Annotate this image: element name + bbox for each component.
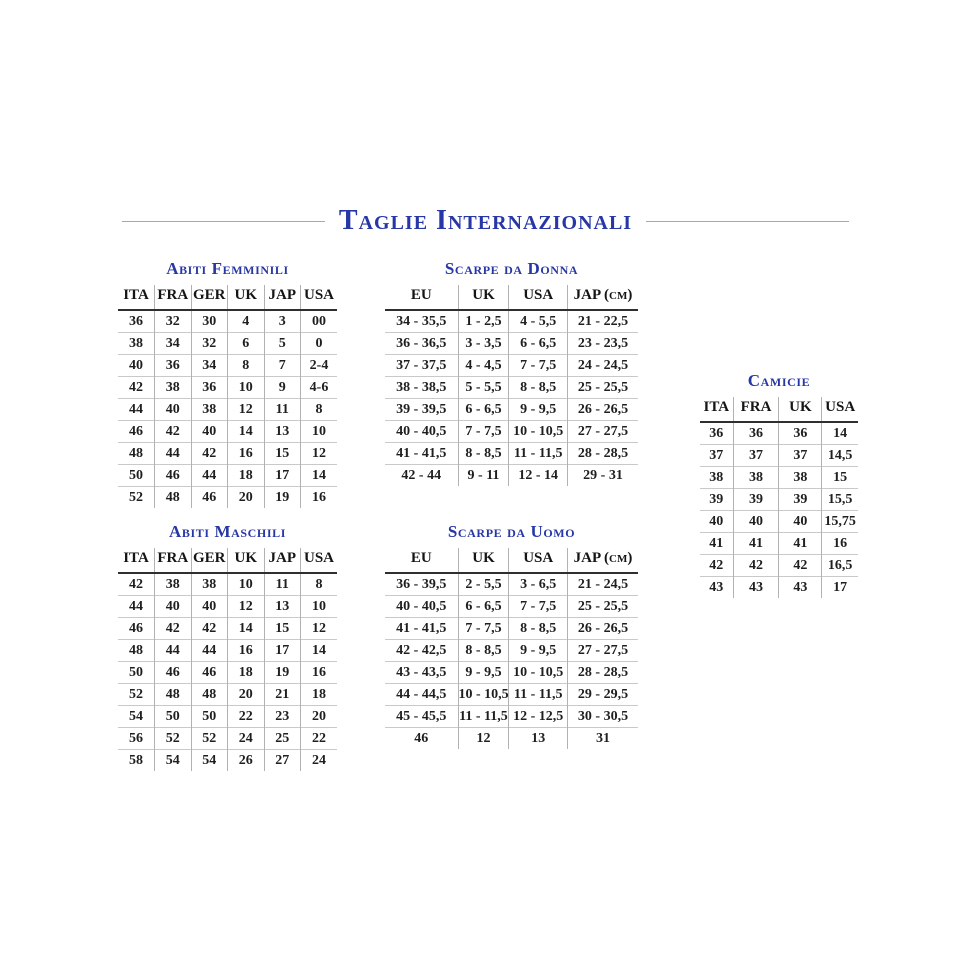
size-cell: 36 bbox=[129, 314, 143, 329]
size-cell: 13 bbox=[264, 421, 301, 443]
size-cell: 16 bbox=[228, 443, 265, 465]
column-header: UK bbox=[458, 548, 509, 573]
size-cell: 42 bbox=[733, 555, 779, 577]
size-cell: 15 bbox=[264, 443, 301, 465]
size-cell: 6 - 6,5 bbox=[458, 596, 509, 618]
size-cell: 11 - 11,5 bbox=[509, 443, 568, 465]
size-cell: 27 bbox=[264, 750, 301, 772]
table-row bbox=[385, 662, 638, 684]
size-cell: 50 bbox=[191, 706, 228, 728]
size-cell: 52 bbox=[118, 684, 155, 706]
table-row bbox=[385, 355, 638, 377]
size-cell: 43 bbox=[700, 577, 733, 599]
size-cell: 14 bbox=[301, 640, 338, 662]
size-cell: 27 - 27,5 bbox=[567, 421, 638, 443]
size-cell: 48 bbox=[191, 684, 228, 706]
size-cell: 48 bbox=[155, 684, 192, 706]
table-row bbox=[700, 489, 858, 511]
column-header: EU bbox=[385, 548, 458, 573]
size-cell: 4 bbox=[228, 310, 265, 333]
size-cell: 16 bbox=[228, 640, 265, 662]
scarpe-da-uomo-table bbox=[385, 548, 638, 749]
size-cell: 18 bbox=[301, 684, 338, 706]
size-cell: 15 bbox=[822, 467, 858, 489]
size-cell: 42 bbox=[155, 618, 192, 640]
size-cell: 42 - 42,5 bbox=[385, 640, 458, 662]
size-cell: 8 bbox=[301, 399, 338, 421]
header-row bbox=[385, 285, 638, 310]
size-cell: 38 bbox=[779, 467, 822, 489]
section-scarpe-da-donna bbox=[385, 259, 638, 486]
size-cell: 11 bbox=[264, 573, 301, 596]
size-cell: 44 bbox=[118, 596, 155, 618]
size-cell: 58 bbox=[118, 750, 155, 772]
size-cell: 11 - 11,5 bbox=[458, 706, 509, 728]
column-header: ITA bbox=[118, 548, 155, 573]
size-cell: 14 bbox=[301, 465, 338, 487]
table-row bbox=[385, 618, 638, 640]
section-title-scarpe-da-donna: Scarpe da Donna bbox=[444, 259, 579, 278]
size-cell: 36 bbox=[191, 377, 228, 399]
size-cell: 12 - 12,5 bbox=[509, 706, 568, 728]
column-header: USA bbox=[509, 285, 568, 310]
header-row bbox=[118, 285, 337, 310]
section-title-scarpe-da-uomo: Scarpe da Uomo bbox=[447, 522, 576, 541]
column-header: ITA bbox=[700, 397, 733, 422]
size-cell: 8 - 8,5 bbox=[458, 443, 509, 465]
size-cell: 23 - 23,5 bbox=[567, 333, 638, 355]
size-cell: 17 bbox=[264, 465, 301, 487]
column-header: FRA bbox=[733, 397, 779, 422]
table-row bbox=[385, 399, 638, 421]
size-cell: 16 bbox=[822, 533, 858, 555]
abiti-maschili-table bbox=[118, 548, 337, 771]
size-cell: 43 bbox=[733, 577, 779, 599]
size-cell: 34 bbox=[155, 333, 192, 355]
table-row bbox=[385, 443, 638, 465]
size-cell: 25 - 25,5 bbox=[567, 596, 638, 618]
size-cell: 14 bbox=[228, 618, 265, 640]
size-cell: 26 bbox=[228, 750, 265, 772]
size-cell: 52 bbox=[155, 728, 192, 750]
size-cell: 50 bbox=[118, 662, 155, 684]
page-title: Taglie Internazionali bbox=[338, 205, 633, 236]
table-row bbox=[118, 640, 337, 662]
table-row bbox=[700, 577, 858, 599]
size-cell: 13 bbox=[509, 728, 568, 750]
size-cell: 39 - 39,5 bbox=[385, 399, 458, 421]
size-cell: 15,75 bbox=[822, 511, 858, 533]
size-cell: 43 bbox=[779, 577, 822, 599]
size-cell: 16,5 bbox=[822, 555, 858, 577]
size-cell: 5 bbox=[264, 333, 301, 355]
size-cell: 44 bbox=[191, 640, 228, 662]
title-rule-right bbox=[646, 221, 849, 222]
size-cell: 22 bbox=[301, 728, 338, 750]
table-row bbox=[118, 750, 337, 772]
size-cell: 21 - 22,5 bbox=[567, 310, 638, 333]
size-cell: 11 - 11,5 bbox=[509, 684, 568, 706]
table-row bbox=[118, 684, 337, 706]
size-cell: 42 bbox=[129, 577, 143, 592]
size-cell: 12 bbox=[228, 596, 265, 618]
size-cell: 8 bbox=[301, 573, 338, 596]
size-cell: 26 - 26,5 bbox=[567, 618, 638, 640]
size-cell: 42 bbox=[700, 555, 733, 577]
size-cell: 46 bbox=[155, 662, 192, 684]
size-cell: 19 bbox=[264, 487, 301, 509]
size-cell: 14 bbox=[228, 421, 265, 443]
size-cell: 38 bbox=[191, 573, 228, 596]
size-cell: 9 - 9,5 bbox=[458, 662, 509, 684]
table-row bbox=[118, 706, 337, 728]
size-cell: 41 bbox=[733, 533, 779, 555]
section-title-camicie: Camicie bbox=[747, 371, 811, 390]
size-cell: 28 - 28,5 bbox=[567, 662, 638, 684]
column-header: USA bbox=[301, 548, 338, 573]
size-cell: 7 - 7,5 bbox=[509, 355, 568, 377]
size-cell: 9 - 9,5 bbox=[509, 399, 568, 421]
table-row bbox=[118, 487, 337, 509]
size-cell: 20 bbox=[301, 706, 338, 728]
size-cell: 3 - 3,5 bbox=[458, 333, 509, 355]
size-cell: 23 bbox=[264, 706, 301, 728]
size-cell: 10 bbox=[301, 421, 338, 443]
size-cell: 43 - 43,5 bbox=[385, 662, 458, 684]
title-rule-left bbox=[122, 221, 325, 222]
table-row bbox=[118, 662, 337, 684]
size-cell: 9 bbox=[264, 377, 301, 399]
table-row bbox=[700, 555, 858, 577]
size-cell: 22 bbox=[228, 706, 265, 728]
size-cell: 9 - 9,5 bbox=[509, 640, 568, 662]
size-cell: 3 bbox=[264, 310, 301, 333]
size-cell: 56 bbox=[118, 728, 155, 750]
column-header: JAP (cm) bbox=[567, 548, 638, 573]
size-cell: 42 bbox=[118, 377, 155, 399]
size-cell: 32 bbox=[191, 333, 228, 355]
page-header bbox=[122, 205, 849, 237]
size-cell: 44 bbox=[155, 443, 192, 465]
table-row bbox=[118, 310, 337, 333]
size-cell: 8 - 8,5 bbox=[509, 618, 568, 640]
size-cell: 44 bbox=[118, 399, 155, 421]
size-cell: 20 bbox=[228, 487, 265, 509]
size-cell: 2 - 5,5 bbox=[458, 573, 509, 596]
size-cell: 14 bbox=[822, 422, 858, 445]
size-cell: 10 bbox=[301, 596, 338, 618]
table-row bbox=[385, 640, 638, 662]
size-cell: 7 - 7,5 bbox=[509, 596, 568, 618]
size-cell: 38 bbox=[733, 467, 779, 489]
section-camicie bbox=[700, 371, 858, 598]
size-cell: 41 bbox=[700, 533, 733, 555]
column-header: USA bbox=[301, 285, 338, 310]
size-cell: 18 bbox=[228, 662, 265, 684]
size-cell: 46 bbox=[191, 487, 228, 509]
size-cell: 24 - 24,5 bbox=[567, 355, 638, 377]
column-header: UK bbox=[228, 285, 265, 310]
size-cell: 52 bbox=[191, 728, 228, 750]
size-cell: 7 bbox=[264, 355, 301, 377]
size-cell: 48 bbox=[118, 443, 155, 465]
table-row bbox=[118, 573, 337, 596]
size-cell: 29 - 31 bbox=[567, 465, 638, 487]
size-cell: 34 bbox=[191, 355, 228, 377]
size-cell: 37 bbox=[700, 445, 733, 467]
size-cell: 39 bbox=[779, 489, 822, 511]
size-cell: 21 bbox=[264, 684, 301, 706]
column-header: ITA bbox=[118, 285, 155, 310]
size-cell: 40 - 40,5 bbox=[385, 421, 458, 443]
table-row bbox=[118, 728, 337, 750]
column-header: JAP (cm) bbox=[567, 285, 638, 310]
size-cell: 48 bbox=[155, 487, 192, 509]
header-row bbox=[700, 397, 858, 422]
size-cell: 10 bbox=[228, 377, 265, 399]
size-cell: 38 bbox=[155, 573, 192, 596]
size-cell: 10 - 10,5 bbox=[458, 684, 509, 706]
size-cell: 46 bbox=[155, 465, 192, 487]
size-cell: 46 bbox=[118, 421, 155, 443]
size-cell: 36 bbox=[733, 422, 779, 445]
size-cell: 41 bbox=[779, 533, 822, 555]
size-cell: 12 bbox=[228, 399, 265, 421]
size-cell: 12 bbox=[458, 728, 509, 750]
size-cell: 10 - 10,5 bbox=[509, 662, 568, 684]
column-header: USA bbox=[822, 397, 858, 422]
size-cell: 6 bbox=[228, 333, 265, 355]
size-cell: 36 bbox=[779, 422, 822, 445]
size-cell: 5 - 5,5 bbox=[458, 377, 509, 399]
size-cell: 40 - 40,5 bbox=[385, 596, 458, 618]
size-cell: 42 bbox=[155, 421, 192, 443]
section-abiti-femminili bbox=[118, 259, 337, 508]
size-cell: 18 bbox=[228, 465, 265, 487]
table-row bbox=[118, 333, 337, 355]
size-cell: 1 - 2,5 bbox=[458, 310, 509, 333]
table-row bbox=[118, 377, 337, 399]
size-cell: 30 bbox=[191, 310, 228, 333]
table-row bbox=[118, 596, 337, 618]
table-row bbox=[385, 728, 638, 750]
size-cell: 44 bbox=[191, 465, 228, 487]
size-cell: 12 bbox=[301, 443, 338, 465]
size-cell: 40 bbox=[191, 596, 228, 618]
section-title-abiti-maschili: Abiti Maschili bbox=[168, 522, 286, 541]
size-cell: 40 bbox=[779, 511, 822, 533]
size-cell: 4-6 bbox=[301, 377, 338, 399]
abiti-femminili-table bbox=[118, 285, 337, 508]
size-cell: 38 bbox=[700, 467, 733, 489]
size-cell: 4 - 4,5 bbox=[458, 355, 509, 377]
size-cell: 8 bbox=[228, 355, 265, 377]
size-cell: 12 bbox=[301, 618, 338, 640]
size-cell: 40 bbox=[155, 399, 192, 421]
size-cell: 38 - 38,5 bbox=[385, 377, 458, 399]
header-row bbox=[385, 548, 638, 573]
size-cell: 00 bbox=[301, 310, 338, 333]
size-cell: 12 - 14 bbox=[509, 465, 568, 487]
size-cell: 40 bbox=[191, 421, 228, 443]
table-row bbox=[385, 310, 638, 333]
size-cell: 8 - 8,5 bbox=[458, 640, 509, 662]
size-cell: 37 - 37,5 bbox=[385, 355, 458, 377]
size-cell: 52 bbox=[118, 487, 155, 509]
size-cell: 46 bbox=[385, 728, 458, 750]
column-header: JAP bbox=[264, 285, 301, 310]
size-cell: 29 - 29,5 bbox=[567, 684, 638, 706]
size-cell: 54 bbox=[155, 750, 192, 772]
column-header: GER bbox=[191, 548, 228, 573]
size-cell: 0 bbox=[301, 333, 338, 355]
table-row bbox=[385, 706, 638, 728]
table-row bbox=[385, 377, 638, 399]
size-cell: 3 - 6,5 bbox=[509, 573, 568, 596]
size-cell: 28 - 28,5 bbox=[567, 443, 638, 465]
size-cell: 10 bbox=[228, 573, 265, 596]
section-scarpe-da-uomo bbox=[385, 522, 638, 749]
table-row bbox=[700, 445, 858, 467]
size-cell: 34 - 35,5 bbox=[396, 314, 447, 329]
size-cell: 21 - 24,5 bbox=[567, 573, 638, 596]
size-cell: 54 bbox=[191, 750, 228, 772]
size-cell: 9 - 11 bbox=[458, 465, 509, 487]
table-row bbox=[385, 684, 638, 706]
column-header: FRA bbox=[155, 285, 192, 310]
size-cell: 44 - 44,5 bbox=[385, 684, 458, 706]
size-cell: 45 - 45,5 bbox=[385, 706, 458, 728]
size-cell: 42 bbox=[779, 555, 822, 577]
size-cell: 11 bbox=[264, 399, 301, 421]
size-cell: 36 - 39,5 bbox=[396, 577, 447, 592]
size-cell: 39 bbox=[700, 489, 733, 511]
size-cell: 7 - 7,5 bbox=[458, 421, 509, 443]
table-row bbox=[700, 533, 858, 555]
size-cell: 6 - 6,5 bbox=[509, 333, 568, 355]
table-row bbox=[700, 511, 858, 533]
size-cell: 20 bbox=[228, 684, 265, 706]
size-cell: 54 bbox=[118, 706, 155, 728]
size-cell: 38 bbox=[118, 333, 155, 355]
size-cell: 32 bbox=[155, 310, 192, 333]
table-row bbox=[385, 573, 638, 596]
size-cell: 8 - 8,5 bbox=[509, 377, 568, 399]
size-cell: 46 bbox=[118, 618, 155, 640]
size-cell: 36 bbox=[709, 426, 724, 441]
table-row bbox=[385, 465, 638, 487]
size-cell: 50 bbox=[155, 706, 192, 728]
camicie-table bbox=[700, 397, 858, 598]
table-row bbox=[700, 467, 858, 489]
section-title-abiti-femminili: Abiti Femminili bbox=[166, 259, 289, 278]
scarpe-da-donna-table bbox=[385, 285, 638, 486]
size-cell: 40 bbox=[155, 596, 192, 618]
column-header: USA bbox=[509, 548, 568, 573]
column-header: FRA bbox=[155, 548, 192, 573]
header-row bbox=[118, 548, 337, 573]
size-cell: 41 - 41,5 bbox=[385, 443, 458, 465]
table-row bbox=[118, 618, 337, 640]
size-cell: 40 bbox=[733, 511, 779, 533]
column-header: GER bbox=[191, 285, 228, 310]
size-cell: 37 bbox=[733, 445, 779, 467]
section-abiti-maschili bbox=[118, 522, 337, 771]
size-cell: 27 - 27,5 bbox=[567, 640, 638, 662]
table-row bbox=[385, 421, 638, 443]
size-cell: 31 bbox=[567, 728, 638, 750]
column-header: UK bbox=[228, 548, 265, 573]
size-cell: 41 - 41,5 bbox=[385, 618, 458, 640]
table-row bbox=[385, 333, 638, 355]
size-cell: 10 - 10,5 bbox=[509, 421, 568, 443]
size-cell: 7 - 7,5 bbox=[458, 618, 509, 640]
size-cell: 40 bbox=[700, 511, 733, 533]
size-cell: 36 - 36,5 bbox=[385, 333, 458, 355]
table-row bbox=[118, 355, 337, 377]
size-cell: 13 bbox=[264, 596, 301, 618]
size-cell: 19 bbox=[264, 662, 301, 684]
size-cell: 42 bbox=[191, 618, 228, 640]
column-header: JAP bbox=[264, 548, 301, 573]
size-cell: 48 bbox=[118, 640, 155, 662]
size-cell: 30 - 30,5 bbox=[567, 706, 638, 728]
table-row bbox=[385, 596, 638, 618]
size-cell: 16 bbox=[301, 662, 338, 684]
size-cell: 44 bbox=[155, 640, 192, 662]
size-cell: 16 bbox=[301, 487, 338, 509]
size-cell: 6 - 6,5 bbox=[458, 399, 509, 421]
size-cell: 40 bbox=[118, 355, 155, 377]
table-row bbox=[118, 421, 337, 443]
size-cell: 26 - 26,5 bbox=[567, 399, 638, 421]
column-header: EU bbox=[385, 285, 458, 310]
size-cell: 14,5 bbox=[822, 445, 858, 467]
column-header: UK bbox=[779, 397, 822, 422]
size-cell: 25 bbox=[264, 728, 301, 750]
size-cell: 17 bbox=[264, 640, 301, 662]
size-cell: 42 - 44 bbox=[385, 465, 458, 487]
size-cell: 36 bbox=[155, 355, 192, 377]
size-cell: 24 bbox=[228, 728, 265, 750]
table-row bbox=[700, 422, 858, 445]
table-row bbox=[118, 443, 337, 465]
size-cell: 15 bbox=[264, 618, 301, 640]
size-cell: 37 bbox=[779, 445, 822, 467]
size-cell: 39 bbox=[733, 489, 779, 511]
size-cell: 24 bbox=[301, 750, 338, 772]
size-cell: 38 bbox=[191, 399, 228, 421]
size-cell: 38 bbox=[155, 377, 192, 399]
size-cell: 25 - 25,5 bbox=[567, 377, 638, 399]
size-cell: 17 bbox=[822, 577, 858, 599]
size-cell: 2-4 bbox=[301, 355, 338, 377]
table-row bbox=[118, 399, 337, 421]
size-cell: 50 bbox=[118, 465, 155, 487]
size-cell: 42 bbox=[191, 443, 228, 465]
column-header: UK bbox=[458, 285, 509, 310]
size-cell: 46 bbox=[191, 662, 228, 684]
size-cell: 15,5 bbox=[822, 489, 858, 511]
size-cell: 4 - 5,5 bbox=[509, 310, 568, 333]
table-row bbox=[118, 465, 337, 487]
